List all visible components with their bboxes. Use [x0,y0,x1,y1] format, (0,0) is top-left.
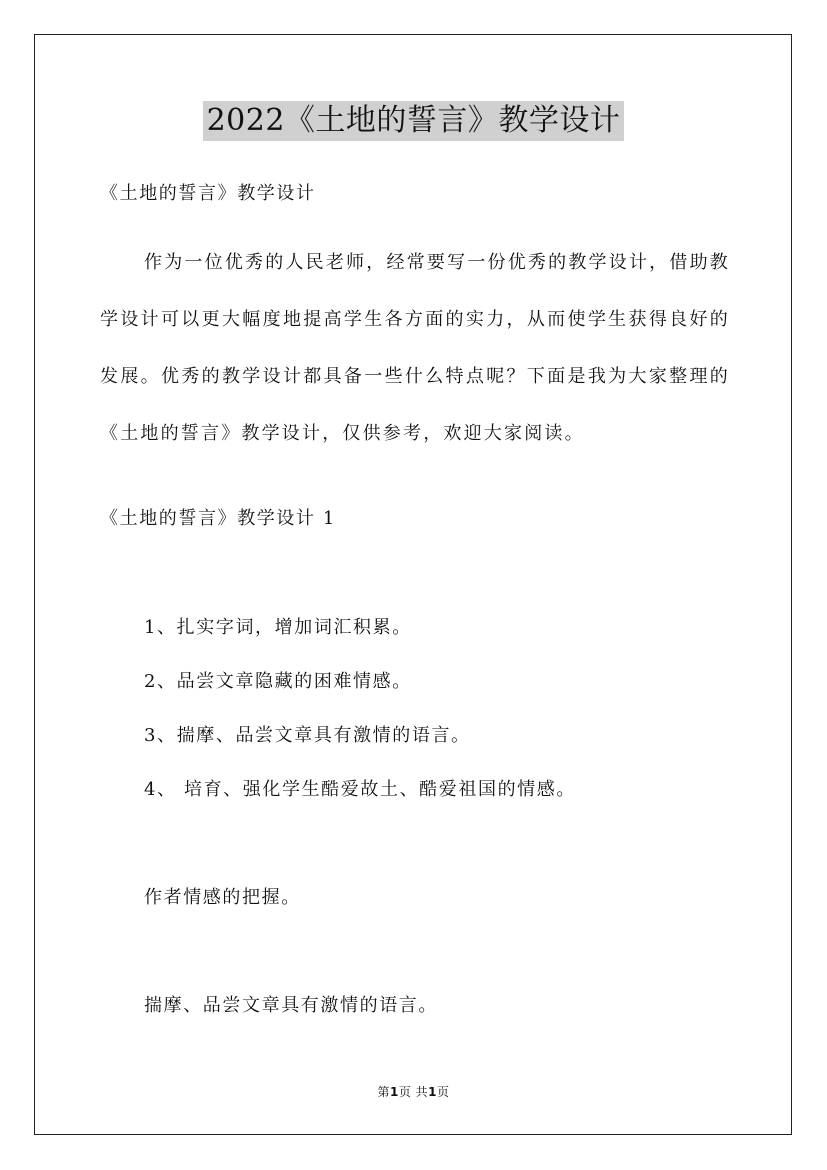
footer-mid: 页 共 [398,1085,429,1099]
objective-item-2: 2、品尝文章隐藏的困难情感。 [144,671,412,692]
intro-paragraph: 作为一位优秀的人民老师，经常要写一份优秀的教学设计，借助教学设计可以更大幅度地提高学生各方面的实力，从而使学生获得良好的发展。优秀的教学设计都具备一些什么特点呢？下面是我为大家整理的《土地的誓言》教学设计，仅供参考，欢迎大家阅读。 [100,252,730,444]
document-title: 2022《土地的誓言》教学设计 [203,101,625,141]
key-point-text: 作者情感的把握。 [144,887,301,908]
footer-prefix: 第 [377,1085,390,1099]
section-heading: 《土地的誓言》教学设计 1 [100,508,336,529]
title-container [0,101,827,141]
document-subtitle: 《土地的誓言》教学设计 [100,183,316,204]
objective-item-4: 4、 培育、强化学生酷爱故土、酷爱祖国的情感。 [144,779,576,800]
footer-suffix: 页 [437,1085,450,1099]
footer-page-total: 1 [428,1085,438,1099]
objective-item-3: 3、揣摩、品尝文章具有激情的语言。 [144,725,471,746]
footer-page-number: 1 [389,1085,399,1099]
difficulty-text: 揣摩、品尝文章具有激情的语言。 [144,995,438,1016]
objective-item-1: 1、扎实字词，增加词汇积累。 [144,617,412,638]
page-footer [0,1083,827,1101]
